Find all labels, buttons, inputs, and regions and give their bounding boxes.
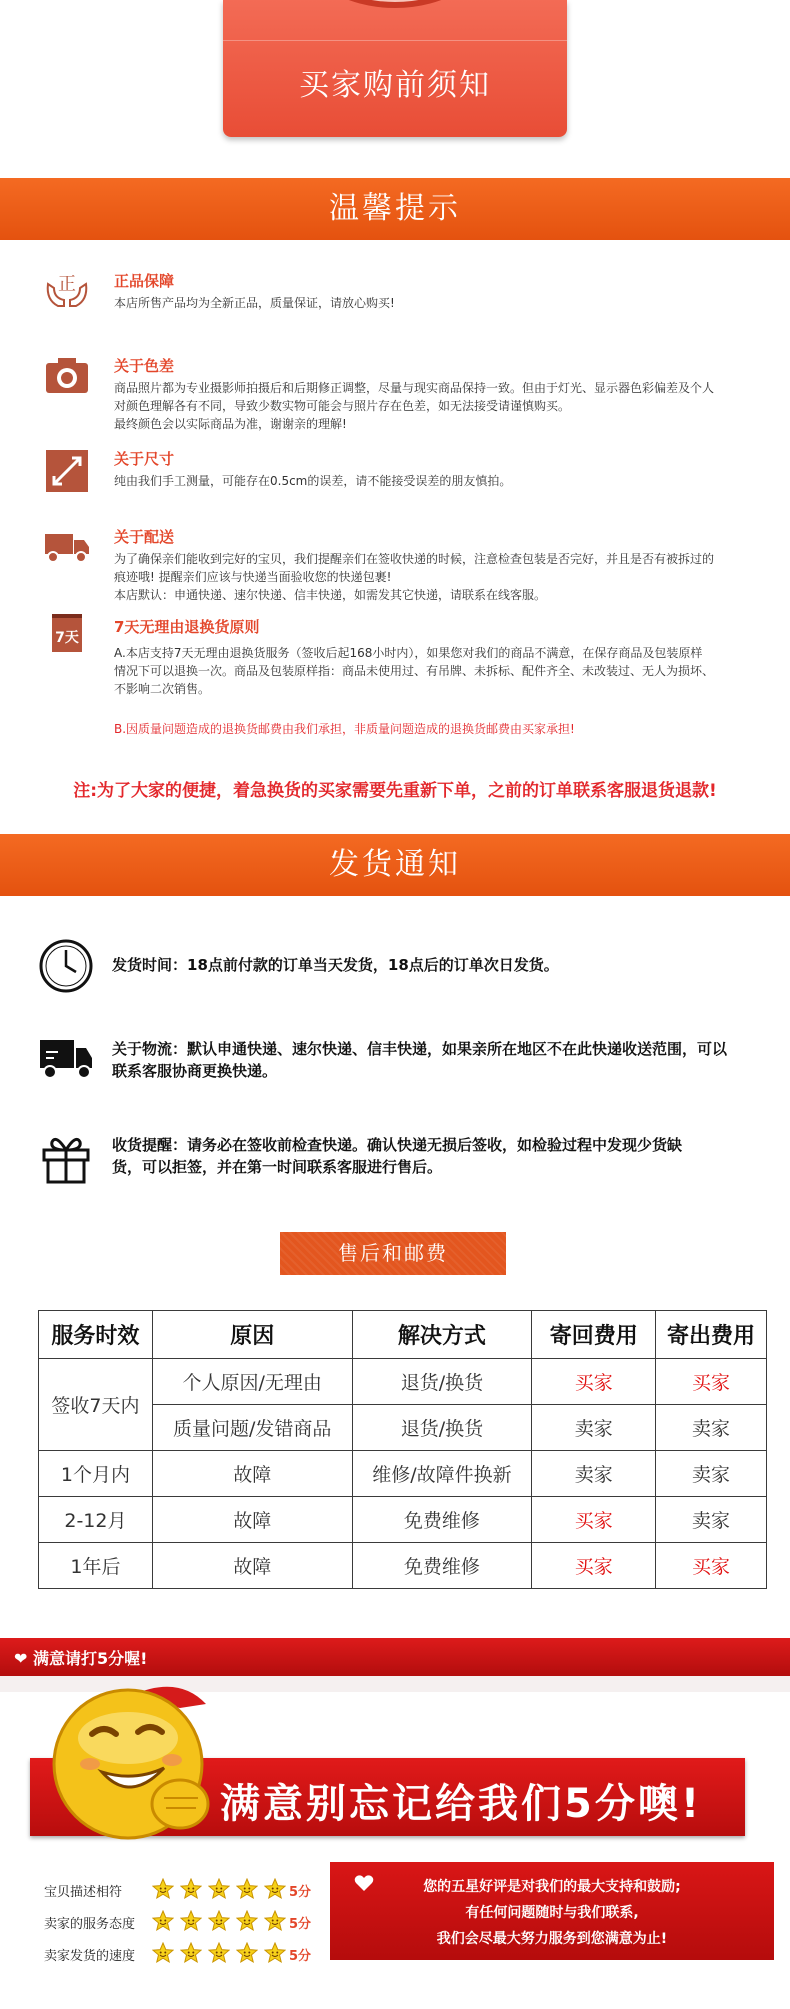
ship-line: 发货时间：18点前付款的订单当天发货，18点后的订单次日发货。	[112, 956, 559, 974]
notice-delivery	[44, 526, 764, 606]
header-title: 买家购前须知	[299, 68, 491, 103]
table-cell: 免费维修	[352, 1497, 532, 1543]
table-header: 原因	[152, 1311, 352, 1359]
notice-body	[114, 644, 790, 698]
notice-return	[44, 614, 764, 694]
table-cell: 故障	[152, 1543, 352, 1589]
star-icon	[264, 1878, 286, 1900]
table-cell: 买家	[532, 1497, 656, 1543]
ship-text	[112, 1038, 772, 1082]
notice-body	[114, 472, 790, 490]
ship-receive	[38, 1128, 778, 1188]
table-cell: 免费维修	[352, 1543, 532, 1589]
exchange-note: 注:为了大家的便捷，着急换货的买家需要先重新下单，之前的订单联系客服退货退款!	[73, 781, 717, 801]
ship-line: 收货提醒：请务必在签收前检查快递。确认快递无损后签收，如检验过程中发现少货缺	[112, 1136, 683, 1154]
banner-text: 满意别忘记给我们5分噢!	[220, 1781, 703, 1827]
table-cell: 卖家	[656, 1451, 767, 1497]
message-line: 您的五星好评是对我们的最大支持和鼓励;	[423, 1879, 681, 1895]
star-icon	[264, 1942, 286, 1964]
table-cell: 卖家	[656, 1405, 767, 1451]
notice-body	[114, 379, 790, 433]
shipping-bar: 发货通知	[0, 834, 790, 896]
notice-body	[114, 550, 790, 604]
star-icon	[152, 1910, 174, 1932]
table-cell: 签收7天内	[39, 1359, 153, 1451]
table-cell: 故障	[152, 1497, 352, 1543]
star-icon	[208, 1910, 230, 1932]
header-decoration	[303, 0, 487, 8]
notice-line: 为了确保亲们能收到完好的宝贝，我们提醒亲们在签收快递的时候，注意检查包装是否完好，并且是否有被拆过的	[114, 552, 715, 566]
notice-heading: 正品保障	[114, 272, 175, 290]
star-icon	[208, 1878, 230, 1900]
notice-size	[44, 448, 764, 498]
rating-score: 5分	[289, 1917, 312, 1932]
divider	[223, 40, 567, 41]
notice-heading: 7天无理由退换货原则	[114, 618, 260, 636]
notice-line: 商品照片都为专业摄影师拍摄后和后期修正调整，尽量与现实商品保持一致。但由于灯光、显示器色彩偏差及个人	[114, 381, 715, 395]
ruler-icon	[44, 448, 90, 494]
table-cell: 卖家	[532, 1405, 656, 1451]
smiley-icon	[30, 1668, 230, 1868]
star-icon	[180, 1942, 202, 1964]
star-icon	[208, 1942, 230, 1964]
after-sales-table	[38, 1310, 767, 1589]
ship-line: 关于物流：默认申通快递、速尔快递、信丰快递，如果亲所在地区不在此快递收送范围，可以	[112, 1040, 728, 1058]
table-row	[39, 1451, 767, 1497]
notice-line: A.本店支持7天无理由退换货服务（签收后起168小时内），如果您对我们的商品不满意，在保存商品及包装原样	[114, 646, 703, 660]
message-line: 有任何问题随时与我们联系,	[465, 1905, 639, 1921]
table-row	[39, 1359, 767, 1405]
ribbon-label: 满意请打5分喔!	[32, 1649, 148, 1668]
rating-row	[44, 1942, 324, 1966]
notice-line: 最终颜色会以实际商品为准，谢谢亲的理解!	[114, 417, 347, 431]
notice-line: 不影响二次销售。	[114, 682, 211, 696]
star-icon	[236, 1878, 258, 1900]
notice-line: 痕迹哦! 提醒亲们应该与快递当面验收您的快递包裹!	[114, 570, 392, 584]
table-header: 解决方式	[352, 1311, 532, 1359]
ship-logistics	[38, 1030, 778, 1090]
ship-text	[112, 1134, 772, 1178]
notice-heading: 关于尺寸	[114, 450, 175, 468]
shipping-fee-note: B.因质量问题造成的退换货邮费由我们承担，非质量问题造成的退换货邮费由买家承担!	[114, 722, 575, 736]
notice-genuine	[44, 270, 764, 320]
star-icon	[180, 1910, 202, 1932]
warm-tips-bar: 温馨提示	[0, 178, 790, 240]
rating-label: 宝贝描述相符	[44, 1885, 123, 1900]
notice-color	[44, 355, 764, 435]
thank-you-box	[330, 1862, 774, 1960]
rating-label: 卖家的服务态度	[44, 1917, 136, 1932]
notice-line: 对颜色理解各有不同，导致少数实物可能会与照片存在色差，如无法接受请谨慎购买。	[114, 399, 571, 413]
rating-stars	[152, 1942, 286, 1964]
table-cell: 1个月内	[39, 1451, 153, 1497]
svg-text:正: 正	[58, 274, 76, 295]
rating-row	[44, 1910, 324, 1934]
ribbon-text	[14, 1646, 147, 1669]
clock-icon	[38, 938, 94, 994]
heart-icon: ❤	[14, 1649, 28, 1668]
ship-time	[38, 938, 778, 994]
notice-line: 纯由我们手工测量，可能存在0.5cm的误差，请不能接受误差的朋友慎拍。	[114, 474, 512, 488]
notice-heading: 关于配送	[114, 528, 175, 546]
table-row	[39, 1497, 767, 1543]
table-cell: 买家	[656, 1359, 767, 1405]
ship-line: 联系客服协商更换快递。	[112, 1062, 278, 1080]
message-line: 我们会尽最大努力服务到您满意为止!	[436, 1931, 668, 1947]
table-cell: 退货/换货	[352, 1405, 532, 1451]
calendar-7day-icon: 7天	[52, 614, 82, 652]
table-cell: 2-12月	[39, 1497, 153, 1543]
table-cell: 买家	[656, 1543, 767, 1589]
rating-label: 卖家发货的速度	[44, 1949, 136, 1964]
table-cell: 卖家	[656, 1497, 767, 1543]
table-cell: 故障	[152, 1451, 352, 1497]
table-header: 寄出费用	[656, 1311, 767, 1359]
rating-score: 5分	[289, 1949, 312, 1964]
table-cell: 个人原因/无理由	[152, 1359, 352, 1405]
star-icon	[236, 1910, 258, 1932]
ship-text	[112, 954, 772, 976]
gift-icon	[38, 1128, 94, 1184]
table-cell: 1年后	[39, 1543, 153, 1589]
notice-body	[114, 294, 790, 312]
ship-line: 货，可以拒签，并在第一时间联系客服进行售后。	[112, 1158, 443, 1176]
rating-stars	[152, 1910, 286, 1932]
camera-icon	[44, 355, 90, 395]
genuine-icon	[44, 270, 90, 310]
notice-line: 情况下可以退换一次。商品及包装原样指：商品未使用过、有吊牌、未拆标、配件齐全、未改装过、无人为损坏、	[114, 664, 715, 678]
table-row	[39, 1543, 767, 1589]
table-cell: 买家	[532, 1543, 656, 1589]
star-icon	[152, 1878, 174, 1900]
rating-row	[44, 1878, 324, 1902]
delivery-truck-icon	[38, 1030, 94, 1086]
table-cell: 退货/换货	[352, 1359, 532, 1405]
star-icon	[152, 1942, 174, 1964]
notice-heading: 关于色差	[114, 357, 175, 375]
star-icon	[236, 1942, 258, 1964]
table-header: 服务时效	[39, 1311, 153, 1359]
table-cell: 卖家	[532, 1451, 656, 1497]
after-sales-label: 售后和邮费	[280, 1232, 506, 1275]
rating-stars	[152, 1878, 286, 1900]
notice-line: 本店默认：申通快递、速尔快递、信丰快递，如需发其它快递，请联系在线客服。	[114, 588, 547, 602]
table-header-row	[39, 1311, 767, 1359]
table-cell: 买家	[532, 1359, 656, 1405]
notice-line: 本店所售产品均为全新正品，质量保证，请放心购买!	[114, 296, 395, 310]
table-header: 寄回费用	[532, 1311, 656, 1359]
notice-header-card	[223, 0, 567, 137]
table-cell: 维修/故障件换新	[352, 1451, 532, 1497]
table-cell: 质量问题/发错商品	[152, 1405, 352, 1451]
rating-score: 5分	[289, 1885, 312, 1900]
truck-icon	[44, 526, 90, 566]
star-icon	[264, 1910, 286, 1932]
star-icon	[180, 1878, 202, 1900]
